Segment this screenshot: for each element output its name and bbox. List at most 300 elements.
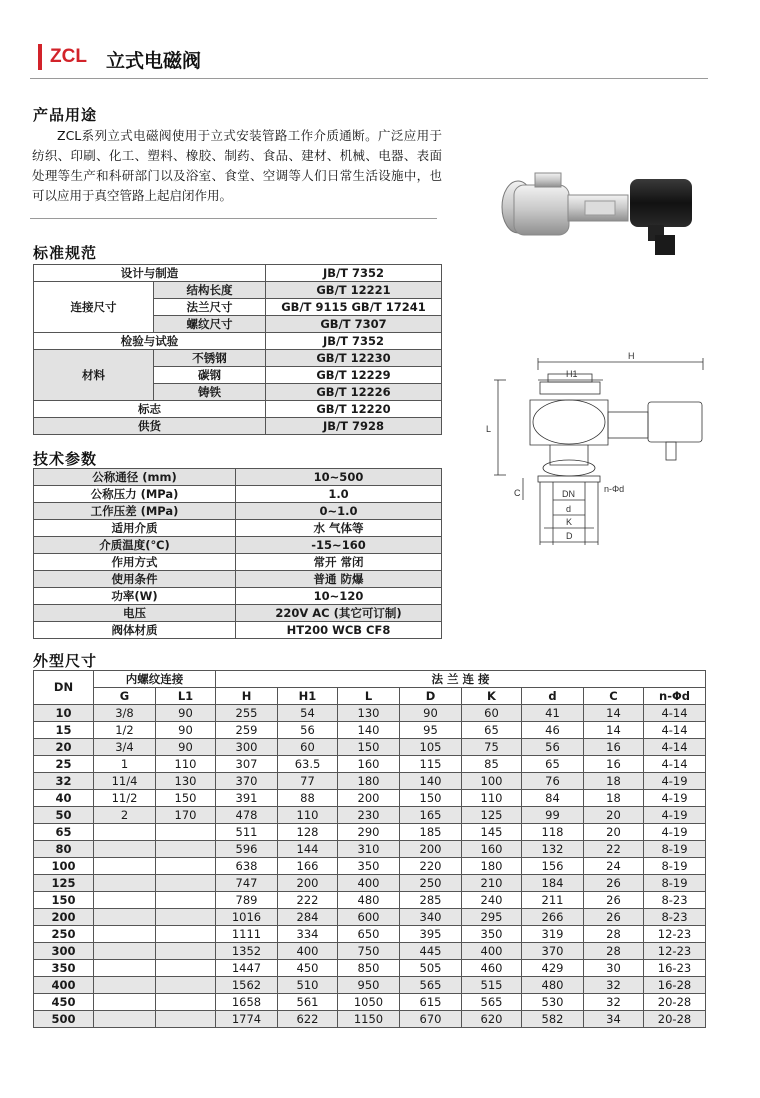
dims-cell: 284 <box>278 909 338 926</box>
tech-heading: 技术参数 <box>33 450 98 468</box>
tech-row <box>34 503 442 520</box>
dims-cell-dn: 80 <box>34 841 94 858</box>
usage-heading: 产品用途 <box>33 106 98 124</box>
dims-cell: 747 <box>216 875 278 892</box>
dims-cell: 222 <box>278 892 338 909</box>
dims-cell: 65 <box>522 756 584 773</box>
drawing-label-d-small: d <box>566 504 572 514</box>
dims-cell: 290 <box>338 824 400 841</box>
dims-cell: 295 <box>462 909 522 926</box>
dims-cell-dn: 32 <box>34 773 94 790</box>
dims-cell: 8-19 <box>644 841 706 858</box>
table-row <box>34 824 706 841</box>
dims-cell: 144 <box>278 841 338 858</box>
dims-cell-dn: 450 <box>34 994 94 1011</box>
dims-cell-dn: 350 <box>34 960 94 977</box>
dims-cell: 1562 <box>216 977 278 994</box>
dims-cell: 266 <box>522 909 584 926</box>
dims-cell-dn: 40 <box>34 790 94 807</box>
dims-cell <box>156 960 216 977</box>
std-row-conn-1 <box>34 282 442 299</box>
dims-cell: 600 <box>338 909 400 926</box>
dims-body <box>34 705 706 1028</box>
dims-cell: 1050 <box>338 994 400 1011</box>
dims-cell: 255 <box>216 705 278 722</box>
dims-cell: 340 <box>400 909 462 926</box>
std-mat-iron-label: 铸铁 <box>154 384 266 401</box>
std-marking-value: GB/T 12220 <box>266 401 442 418</box>
tech-value: 220V AC (其它可订制) <box>236 605 442 622</box>
table-row <box>34 722 706 739</box>
dims-cell: 370 <box>522 943 584 960</box>
dims-cell: 115 <box>400 756 462 773</box>
drawing-label-h: H <box>628 351 635 361</box>
drawing-label-nd: n-Φd <box>604 484 625 494</box>
dims-cell: 4-14 <box>644 722 706 739</box>
dims-cell: 18 <box>584 773 644 790</box>
dims-cell: 99 <box>522 807 584 824</box>
tech-row <box>34 588 442 605</box>
dims-group-thread: 内螺纹连接 <box>94 671 216 688</box>
dims-cell: 184 <box>522 875 584 892</box>
std-conn-structure-label: 结构长度 <box>154 282 266 299</box>
dims-cell: 130 <box>338 705 400 722</box>
dims-cell: 150 <box>338 739 400 756</box>
tech-label: 公称压力 (MPa) <box>34 486 236 503</box>
dims-cell: 200 <box>400 841 462 858</box>
dims-cell: 620 <box>462 1011 522 1028</box>
drawing-label-d-big: D <box>566 531 573 541</box>
dims-cell <box>156 892 216 909</box>
table-row <box>34 892 706 909</box>
dims-cell: 170 <box>156 807 216 824</box>
dims-cell: 105 <box>400 739 462 756</box>
dims-cell: 310 <box>338 841 400 858</box>
tech-label: 使用条件 <box>34 571 236 588</box>
dims-cell: 56 <box>522 739 584 756</box>
dims-cell: 16-23 <box>644 960 706 977</box>
dims-cell: 1016 <box>216 909 278 926</box>
std-mat-iron-value: GB/T 12226 <box>266 384 442 401</box>
dims-cell: 4-14 <box>644 739 706 756</box>
dims-cell: 110 <box>156 756 216 773</box>
dims-cell: 319 <box>522 926 584 943</box>
tech-row <box>34 469 442 486</box>
dims-cell <box>94 977 156 994</box>
table-row <box>34 926 706 943</box>
tech-row <box>34 622 442 639</box>
dims-cell: 4-14 <box>644 705 706 722</box>
std-row-design <box>34 265 442 282</box>
dims-cell-dn: 10 <box>34 705 94 722</box>
dims-cell: 46 <box>522 722 584 739</box>
dims-cell: 4-19 <box>644 773 706 790</box>
dims-cell: 4-19 <box>644 824 706 841</box>
tech-label: 介质温度(℃) <box>34 537 236 554</box>
dims-cell <box>156 909 216 926</box>
dims-cell: 90 <box>156 722 216 739</box>
dims-cell: 480 <box>338 892 400 909</box>
dims-cell: 1150 <box>338 1011 400 1028</box>
dims-cell: 26 <box>584 909 644 926</box>
tech-value: 1.0 <box>236 486 442 503</box>
table-row <box>34 858 706 875</box>
product-name: 立式电磁阀 <box>106 50 202 72</box>
dims-cell: 565 <box>400 977 462 994</box>
dims-cell: 395 <box>400 926 462 943</box>
dims-cell: 200 <box>338 790 400 807</box>
std-material-label: 材料 <box>34 350 154 401</box>
dims-cell-dn: 15 <box>34 722 94 739</box>
dims-cell: 180 <box>462 858 522 875</box>
tech-value: 10~120 <box>236 588 442 605</box>
dims-cell: 622 <box>278 1011 338 1028</box>
tech-value: 水 气体等 <box>236 520 442 537</box>
dims-cell: 789 <box>216 892 278 909</box>
table-row <box>34 943 706 960</box>
dims-cell: 125 <box>462 807 522 824</box>
dims-cell: 16 <box>584 756 644 773</box>
std-inspection-value: JB/T 7352 <box>266 333 442 350</box>
dims-col-h1: H1 <box>278 688 338 705</box>
usage-paragraph: ZCL系列立式电磁阀使用于立式安装管路工作介质通断。广泛应用于纺织、印刷、化工、塑料、橡胶、制药、食品、建材、机械、电器、表面处理等生产和科研部门以及浴室、食堂、空调等人们日常生活设施中，也可以应用于真空管路上起启闭作用。 <box>32 128 442 203</box>
dims-cell: 20 <box>584 824 644 841</box>
dims-cell: 28 <box>584 943 644 960</box>
dims-cell-dn: 100 <box>34 858 94 875</box>
dims-cell: 300 <box>216 739 278 756</box>
dims-cell: 511 <box>216 824 278 841</box>
dims-cell: 240 <box>462 892 522 909</box>
tech-row <box>34 520 442 537</box>
dims-cell <box>94 875 156 892</box>
dims-cell: 26 <box>584 892 644 909</box>
product-code: ZCL <box>50 46 87 67</box>
dims-cell: 1111 <box>216 926 278 943</box>
drawing-label-k: K <box>566 517 573 527</box>
dims-cell: 8-19 <box>644 858 706 875</box>
dims-cell: 850 <box>338 960 400 977</box>
dims-cell: 156 <box>522 858 584 875</box>
dims-cell: 140 <box>338 722 400 739</box>
tech-label: 电压 <box>34 605 236 622</box>
dims-cell: 510 <box>278 977 338 994</box>
dims-cell-dn: 200 <box>34 909 94 926</box>
dims-cell: 561 <box>278 994 338 1011</box>
dims-cell: 14 <box>584 705 644 722</box>
dims-cell <box>156 841 216 858</box>
std-row-marking <box>34 401 442 418</box>
dims-cell: 18 <box>584 790 644 807</box>
drawing-label-h1: H1 <box>566 369 578 379</box>
dims-col-nd: n-Φd <box>644 688 706 705</box>
dims-cell <box>94 960 156 977</box>
dims-cell: 26 <box>584 875 644 892</box>
dims-cell: 285 <box>400 892 462 909</box>
dims-cell: 3/8 <box>94 705 156 722</box>
tech-label: 阀体材质 <box>34 622 236 639</box>
dims-cell: 20-28 <box>644 1011 706 1028</box>
dims-cell: 950 <box>338 977 400 994</box>
dims-cell: 90 <box>400 705 462 722</box>
dims-cell <box>94 926 156 943</box>
tech-label: 工作压差 (MPa) <box>34 503 236 520</box>
dims-cell: 400 <box>278 943 338 960</box>
dims-cell: 63.5 <box>278 756 338 773</box>
dims-cell: 4-19 <box>644 807 706 824</box>
dims-cell: 90 <box>156 739 216 756</box>
tech-label: 作用方式 <box>34 554 236 571</box>
dims-cell: 230 <box>338 807 400 824</box>
table-row <box>34 994 706 1011</box>
dims-cell: 77 <box>278 773 338 790</box>
dims-cell: 8-23 <box>644 892 706 909</box>
table-row <box>34 773 706 790</box>
dims-cell-dn: 20 <box>34 739 94 756</box>
tech-table <box>33 468 442 639</box>
std-row-inspection <box>34 333 442 350</box>
table-row <box>34 705 706 722</box>
dims-cell: 32 <box>584 994 644 1011</box>
dims-cell: 150 <box>400 790 462 807</box>
dims-cell: 34 <box>584 1011 644 1028</box>
tech-value: 常开 常闭 <box>236 554 442 571</box>
dims-col-g: G <box>94 688 156 705</box>
dims-cell: 4-14 <box>644 756 706 773</box>
dimension-drawing <box>478 340 708 555</box>
dims-cell: 95 <box>400 722 462 739</box>
dims-cell: 1352 <box>216 943 278 960</box>
dims-cell: 259 <box>216 722 278 739</box>
dims-cell <box>94 824 156 841</box>
std-marking-label: 标志 <box>34 401 266 418</box>
dims-cell: 478 <box>216 807 278 824</box>
dims-cell: 20-28 <box>644 994 706 1011</box>
dims-cell: 445 <box>400 943 462 960</box>
dims-cell: 22 <box>584 841 644 858</box>
dims-cell: 1/2 <box>94 722 156 739</box>
dims-cell: 650 <box>338 926 400 943</box>
dims-cell: 165 <box>400 807 462 824</box>
dims-cell-dn: 300 <box>34 943 94 960</box>
dims-cell <box>94 994 156 1011</box>
dims-cell: 565 <box>462 994 522 1011</box>
dims-cell <box>94 943 156 960</box>
dims-cell: 60 <box>278 739 338 756</box>
tech-value: 普通 防爆 <box>236 571 442 588</box>
dims-cell: 8-19 <box>644 875 706 892</box>
dims-cell <box>156 824 216 841</box>
dims-col-d: D <box>400 688 462 705</box>
title-divider <box>30 78 708 79</box>
dims-cell: 370 <box>216 773 278 790</box>
dims-heading: 外型尺寸 <box>33 652 98 670</box>
dims-col-d-small: d <box>522 688 584 705</box>
dims-cell <box>94 858 156 875</box>
tech-label: 功率(W) <box>34 588 236 605</box>
table-row <box>34 807 706 824</box>
dims-cell: 250 <box>400 875 462 892</box>
dims-cell: 28 <box>584 926 644 943</box>
table-row <box>34 977 706 994</box>
dims-cell-dn: 125 <box>34 875 94 892</box>
dims-cell: 1774 <box>216 1011 278 1028</box>
dims-cell: 84 <box>522 790 584 807</box>
dims-cell: 110 <box>278 807 338 824</box>
dims-cell: 4-19 <box>644 790 706 807</box>
tech-value: 0~1.0 <box>236 503 442 520</box>
dims-cell: 307 <box>216 756 278 773</box>
dims-cell: 180 <box>338 773 400 790</box>
std-row-mat-1 <box>34 350 442 367</box>
dims-cell: 88 <box>278 790 338 807</box>
table-row <box>34 841 706 858</box>
dims-cell: 400 <box>338 875 400 892</box>
dims-cell: 132 <box>522 841 584 858</box>
dims-cell: 24 <box>584 858 644 875</box>
dims-cell: 1658 <box>216 994 278 1011</box>
dims-cell-dn: 150 <box>34 892 94 909</box>
dims-cell: 8-23 <box>644 909 706 926</box>
usage-divider <box>30 218 437 219</box>
dims-cell: 530 <box>522 994 584 1011</box>
dims-cell: 110 <box>462 790 522 807</box>
std-mat-stainless-value: GB/T 12230 <box>266 350 442 367</box>
dims-cell: 505 <box>400 960 462 977</box>
dims-cell: 145 <box>462 824 522 841</box>
dims-cell-dn: 500 <box>34 1011 94 1028</box>
std-mat-stainless-label: 不锈钢 <box>154 350 266 367</box>
tech-row <box>34 554 442 571</box>
tech-value: -15~160 <box>236 537 442 554</box>
page-title-bar <box>38 44 708 72</box>
dims-cell: 220 <box>400 858 462 875</box>
dims-cell <box>156 943 216 960</box>
dims-cell: 56 <box>278 722 338 739</box>
std-mat-carbon-label: 碳钢 <box>154 367 266 384</box>
dims-col-k: K <box>462 688 522 705</box>
std-supply-label: 供货 <box>34 418 266 435</box>
dims-cell <box>156 977 216 994</box>
dims-cell: 150 <box>156 790 216 807</box>
tech-value: 10~500 <box>236 469 442 486</box>
dims-cell: 210 <box>462 875 522 892</box>
usage-text <box>32 126 442 206</box>
dims-cell: 638 <box>216 858 278 875</box>
dims-cell: 65 <box>462 722 522 739</box>
dims-cell <box>156 926 216 943</box>
std-conn-thread-value: GB/T 7307 <box>266 316 442 333</box>
dims-cell: 32 <box>584 977 644 994</box>
dims-header-row-2 <box>34 688 706 705</box>
dims-cell: 11/2 <box>94 790 156 807</box>
dims-cell: 12-23 <box>644 943 706 960</box>
std-design-label: 设计与制造 <box>34 265 266 282</box>
dims-cell: 16-28 <box>644 977 706 994</box>
dims-cell: 596 <box>216 841 278 858</box>
std-conn-structure-value: GB/T 12221 <box>266 282 442 299</box>
dims-cell: 20 <box>584 807 644 824</box>
dims-group-flange: 法 兰 连 接 <box>216 671 706 688</box>
dims-cell: 12-23 <box>644 926 706 943</box>
table-row <box>34 739 706 756</box>
table-row <box>34 790 706 807</box>
dims-cell <box>94 1011 156 1028</box>
dims-cell: 130 <box>156 773 216 790</box>
std-connection-label: 连接尺寸 <box>34 282 154 333</box>
dims-cell <box>94 841 156 858</box>
std-design-value: JB/T 7352 <box>266 265 442 282</box>
dims-col-c: C <box>584 688 644 705</box>
dims-cell-dn: 65 <box>34 824 94 841</box>
dims-col-l1: L1 <box>156 688 216 705</box>
dims-cell: 11/4 <box>94 773 156 790</box>
tech-row <box>34 605 442 622</box>
dims-cell: 160 <box>338 756 400 773</box>
tech-label: 公称通径 (mm) <box>34 469 236 486</box>
tech-label: 适用介质 <box>34 520 236 537</box>
dims-cell-dn: 50 <box>34 807 94 824</box>
dims-cell: 85 <box>462 756 522 773</box>
standards-table <box>33 264 442 435</box>
dims-cell: 140 <box>400 773 462 790</box>
std-mat-carbon-value: GB/T 12229 <box>266 367 442 384</box>
dims-cell: 400 <box>462 943 522 960</box>
std-conn-flange-label: 法兰尺寸 <box>154 299 266 316</box>
dims-cell: 211 <box>522 892 584 909</box>
dims-cell: 429 <box>522 960 584 977</box>
dims-cell: 2 <box>94 807 156 824</box>
table-row <box>34 909 706 926</box>
std-conn-flange-value: GB/T 9115 GB/T 17241 <box>266 299 442 316</box>
dims-cell-dn: 25 <box>34 756 94 773</box>
dims-cell: 480 <box>522 977 584 994</box>
dims-cell: 350 <box>462 926 522 943</box>
dims-cell: 670 <box>400 1011 462 1028</box>
dims-cell-dn: 400 <box>34 977 94 994</box>
dims-cell: 128 <box>278 824 338 841</box>
dims-cell <box>156 994 216 1011</box>
dims-cell: 30 <box>584 960 644 977</box>
std-supply-value: JB/T 7928 <box>266 418 442 435</box>
drawing-label-l: L <box>486 424 492 434</box>
tech-row <box>34 486 442 503</box>
dims-cell: 582 <box>522 1011 584 1028</box>
dims-cell: 76 <box>522 773 584 790</box>
dims-cell: 160 <box>462 841 522 858</box>
dims-cell <box>156 1011 216 1028</box>
dims-cell: 615 <box>400 994 462 1011</box>
dims-cell <box>156 858 216 875</box>
dims-cell: 460 <box>462 960 522 977</box>
dims-cell: 16 <box>584 739 644 756</box>
tech-value: HT200 WCB CF8 <box>236 622 442 639</box>
dims-cell <box>94 892 156 909</box>
dims-col-dn: DN <box>34 671 94 705</box>
title-accent-bar <box>38 44 42 70</box>
drawing-label-c: C <box>514 488 521 498</box>
tech-row <box>34 537 442 554</box>
std-conn-thread-label: 螺纹尺寸 <box>154 316 266 333</box>
dims-cell: 118 <box>522 824 584 841</box>
dims-col-h: H <box>216 688 278 705</box>
std-row-supply <box>34 418 442 435</box>
dims-col-l: L <box>338 688 400 705</box>
dims-cell: 60 <box>462 705 522 722</box>
dims-cell: 450 <box>278 960 338 977</box>
dims-cell: 54 <box>278 705 338 722</box>
drawing-label-dn: DN <box>562 489 575 499</box>
table-row <box>34 1011 706 1028</box>
